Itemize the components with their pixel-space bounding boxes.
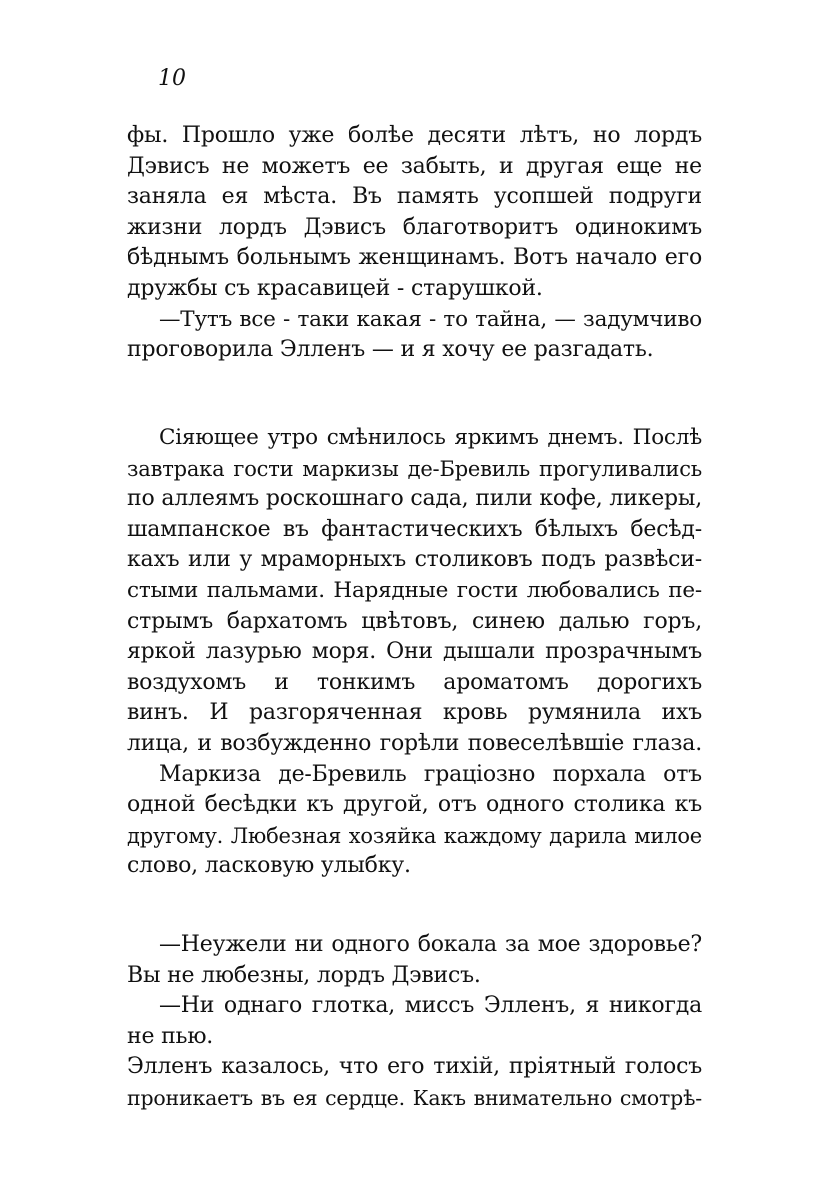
text-line: проговорила Элленъ — и я хочу ее разгадать. bbox=[127, 337, 654, 363]
text-line: проникаетъ въ ея сердце. Какъ внимательно смотрѣ- bbox=[127, 1085, 702, 1110]
text-line: завтрака гости маркизы де-Бревиль прогуливались bbox=[127, 456, 702, 481]
text-line: заняла ея мѣста. Въ память усопшей подруги bbox=[127, 184, 702, 210]
text-line: одной бесѣдки къ другой, отъ одного столика къ bbox=[127, 792, 702, 818]
text-block-narrative bbox=[127, 423, 702, 882]
text-line: бѣднымъ больнымъ женщинамъ. Вотъ начало его bbox=[127, 245, 702, 271]
text-line: Маркиза де-Бревиль граціозно порхала отъ bbox=[159, 761, 702, 787]
text-line: фы. Прошло уже болѣе десяти лѣтъ, но лордъ bbox=[127, 123, 702, 148]
text-line: жизни лордъ Дэвисъ благотворитъ одинокимъ bbox=[127, 214, 702, 240]
page-number: 10 bbox=[158, 66, 186, 91]
text-line: яркой лазурью моря. Они дышали прозрачнымъ bbox=[127, 639, 702, 665]
text-line: не пью. bbox=[127, 1023, 214, 1049]
text-line: лица, и возбужденно горѣли повеселѣвшіе глаза. bbox=[127, 730, 702, 756]
text-line: другому. Любезная хозяйка каждому дарила милое bbox=[127, 823, 702, 848]
text-line: воздухомъ и тонкимъ ароматомъ дорогихъ bbox=[127, 669, 702, 695]
text-line: стрымъ бархатомъ цвѣтовъ, синею далью горъ, bbox=[127, 608, 702, 634]
text-line: Сіяющее утро смѣнилось яркимъ днемъ. Послѣ bbox=[159, 425, 702, 450]
text-line: слово, ласковую улыбку. bbox=[127, 853, 411, 879]
text-line: винъ. И разгоряченная кровь румянила ихъ bbox=[127, 700, 702, 726]
text-line: кахъ или у мраморныхъ столиковъ подъ развѣси- bbox=[127, 547, 702, 573]
text-line: стыми пальмами. Нарядные гости любовались пе- bbox=[127, 577, 702, 603]
text-line: шампанское въ фантастическихъ бѣлыхъ бесѣд- bbox=[127, 516, 702, 542]
text-line: дружбы съ красавицей - старушкой. bbox=[127, 275, 543, 301]
text-block-dialogue-2 bbox=[127, 930, 702, 1114]
text-line: —Тутъ все - таки какая - то тайна, — задумчиво bbox=[159, 306, 702, 332]
text-line: Дэвисъ не можетъ ее забыть, и другая еще не bbox=[127, 153, 702, 179]
text-line: Вы не любезны, лордъ Дэвисъ. bbox=[127, 962, 481, 988]
text-block-dialogue-1 bbox=[127, 121, 702, 366]
text-line: —Ни однаго глотка, миссъ Элленъ, я никогда bbox=[159, 993, 702, 1019]
text-line: по аллеямъ роскошнаго сада, пили кофе, ликеры, bbox=[127, 486, 702, 512]
text-line: —Неужели ни одного бокала за мое здоровье? bbox=[159, 932, 702, 957]
text-line: Элленъ казалось, что его тихій, пріятный голосъ bbox=[127, 1054, 702, 1080]
